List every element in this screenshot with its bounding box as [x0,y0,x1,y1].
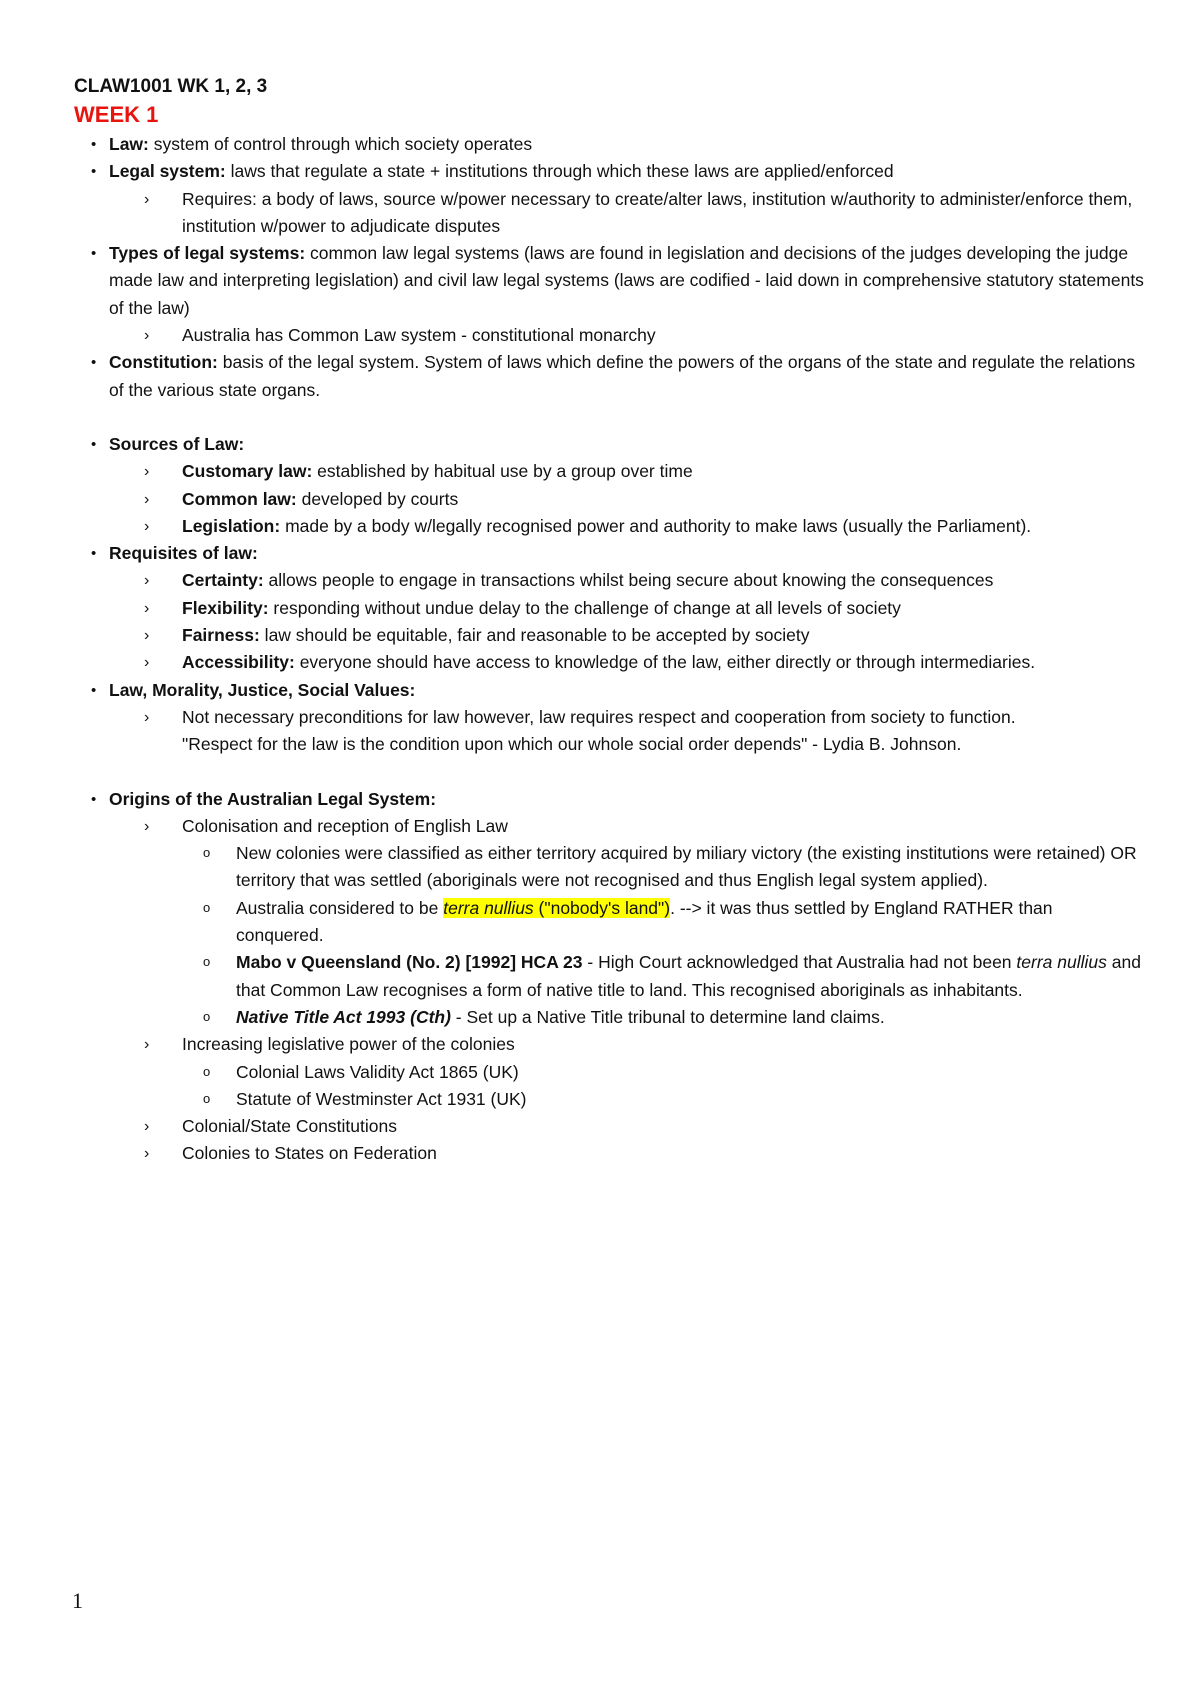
term-label: Certainty: [182,570,264,591]
sub-sub-list-item [74,1086,1144,1113]
term-label: Origins of the Australian Legal System: [109,788,437,809]
circle-bullet-icon: o [203,1008,211,1024]
definition-text: responding without undue delay to the challenge of change at all levels of society [268,597,901,618]
spacer [74,404,1144,431]
chevron-right-icon: › [144,1118,150,1136]
definition-text: basis of the legal system. System of laws which define the powers of the organs of the state and regulate the relations of the various state organs. [109,352,1136,400]
sub-list-item [74,704,1144,759]
sub-item-text: Statute of Westminster Act 1931 (UK) [236,1088,527,1109]
sub-item-text: Australia considered to be [236,897,444,918]
sub-item-text: Colonisation and reception of English Law [182,815,508,836]
sub-item-text: Australia has Common Law system - constitutional monarchy [182,325,656,346]
sub-sub-list-item [74,895,1144,950]
bullet-icon: • [91,435,97,453]
sub-list-item [74,1140,1144,1167]
bullet-icon: • [91,790,97,808]
bullet-icon: • [91,354,97,372]
definition-text: developed by courts [296,488,459,509]
sub-list-item [74,622,1144,649]
sub-list-item [74,486,1144,513]
circle-bullet-icon: o [203,1090,211,1106]
sub-list-item [74,458,1144,485]
bullet-icon: • [91,163,97,181]
sub-item-text: Requires: a body of laws, source w/power necessary to create/alter laws, institution w/authority to administer/enforce them, institution w/power to adjudicate disputes [182,188,1133,236]
sub-list-item [74,649,1144,676]
sub-sub-list-item [74,1059,1144,1086]
definition-text: law should be equitable, fair and reasonable to be accepted by society [259,625,810,646]
sub-item-text: Increasing legislative power of the colonies [182,1034,515,1055]
week-heading: WEEK 1 [74,102,159,127]
chevron-right-icon: › [144,708,150,726]
circle-bullet-icon: o [203,845,211,861]
case-citation: Mabo v Queensland (No. 2) [1992] HCA 23 [236,952,583,973]
chevron-right-icon: › [144,572,150,590]
sub-item-text: Colonies to States on Federation [182,1143,437,1164]
chevron-right-icon: › [144,463,150,481]
definition-text: allows people to engage in transactions whilst being secure about knowing the consequences [263,570,994,591]
latin-term: terra nullius [443,897,534,918]
notes-list [74,131,1144,1168]
term-label: Requisites of law: [109,543,258,564]
act-citation: Native Title Act 1993 (Cth) [236,1006,451,1027]
latin-term: terra nullius [1016,952,1107,973]
term-label: Common law: [182,488,297,509]
sub-item-text: Colonial/State Constitutions [182,1116,397,1137]
sub-list-item [74,1031,1144,1058]
chevron-right-icon: › [144,327,150,345]
sub-sub-list-item [74,1004,1144,1031]
term-label: Sources of Law: [109,433,245,454]
circle-bullet-icon: o [203,954,211,970]
list-item [74,677,1144,704]
chevron-right-icon: › [144,1036,150,1054]
list-item [74,786,1144,813]
sub-item-text: Not necessary preconditions for law however, law requires respect and cooperation from society to function. [182,706,1016,727]
bullet-icon: • [91,136,97,153]
list-item [74,131,1144,158]
sub-list-item [74,567,1144,594]
term-label: Law: [109,134,149,154]
page-number: 1 [72,1588,83,1613]
sub-sub-list-item [74,840,1144,895]
term-label: Accessibility: [182,652,295,673]
definition-text: established by habitual use by a group over time [312,461,693,482]
chevron-right-icon: › [144,654,150,672]
chevron-right-icon: › [144,190,150,208]
list-item [74,540,1144,567]
list-item [74,240,1144,322]
bullet-icon: • [91,245,97,263]
circle-bullet-icon: o [203,1063,211,1079]
bullet-icon: • [91,545,97,563]
term-label: Types of legal systems: [109,243,306,264]
definition-text: made by a body w/legally recognised power and authority to make laws (usually the Parliament). [280,515,1032,536]
sub-list-item [74,595,1144,622]
term-label: Legislation: [182,515,281,536]
chevron-right-icon: › [144,490,150,508]
chevron-right-icon: › [144,599,150,617]
document-title: CLAW1001 WK 1, 2, 3 [74,76,268,97]
term-label: Constitution: [109,352,218,373]
chevron-right-icon: › [144,817,150,835]
page-content [74,74,1144,1168]
sub-sub-list-item [74,949,1144,1004]
definition-text: common law legal systems (laws are found in legislation and decisions of the judges developing the judge made law and interpreting legislation) and civil law legal systems (laws are codified - laid down in comprehensive statutory statements of the law) [109,243,1144,318]
circle-bullet-icon: o [203,899,211,915]
sub-item-text: . --> it was thus settled by England RATHER than conquered. [236,897,1053,946]
term-label: Legal system: [109,161,226,182]
sub-list-item [74,322,1144,349]
list-item [74,158,1144,185]
spacer [74,759,1144,786]
highlighted-text [443,898,670,918]
chevron-right-icon: › [144,627,150,645]
sub-item-text: and that Common Law recognises a form of native title to land. This recognised aboriginals as inhabitants. [236,952,1141,1000]
chevron-right-icon: › [144,517,150,535]
term-label: Flexibility: [182,597,269,618]
list-item [74,431,1144,458]
bullet-icon: • [91,681,97,699]
term-label: Fairness: [182,625,260,646]
chevron-right-icon: › [144,1145,150,1163]
definition-text: system of control through which society operates [148,134,533,154]
term-label: Customary law: [182,461,313,482]
definition-text: laws that regulate a state + institutions through which these laws are applied/enforced [225,161,894,182]
quote-text: "Respect for the law is the condition upon which our whole social order depends" - Lydia B. Johnson. [182,734,962,755]
sub-item-text: Colonial Laws Validity Act 1865 (UK) [236,1061,519,1082]
sub-list-item [74,813,1144,840]
sub-item-text: New colonies were classified as either territory acquired by miliary victory (the existing institutions were retained) OR territory that was settled (aboriginals were not recognised and thus English legal system applied). [236,843,1137,891]
sub-list-item [74,186,1144,241]
definition-text: everyone should have access to knowledge of the law, either directly or through intermediaries. [294,652,1036,673]
sub-list-item [74,513,1144,540]
sub-list-item [74,1113,1144,1140]
translation-text: ("nobody's land") [533,897,671,918]
list-item [74,349,1144,404]
sub-item-text: - Set up a Native Title tribunal to determine land claims. [450,1006,885,1027]
sub-item-text: - High Court acknowledged that Australia had not been [582,952,1017,973]
term-label: Law, Morality, Justice, Social Values: [109,679,416,700]
